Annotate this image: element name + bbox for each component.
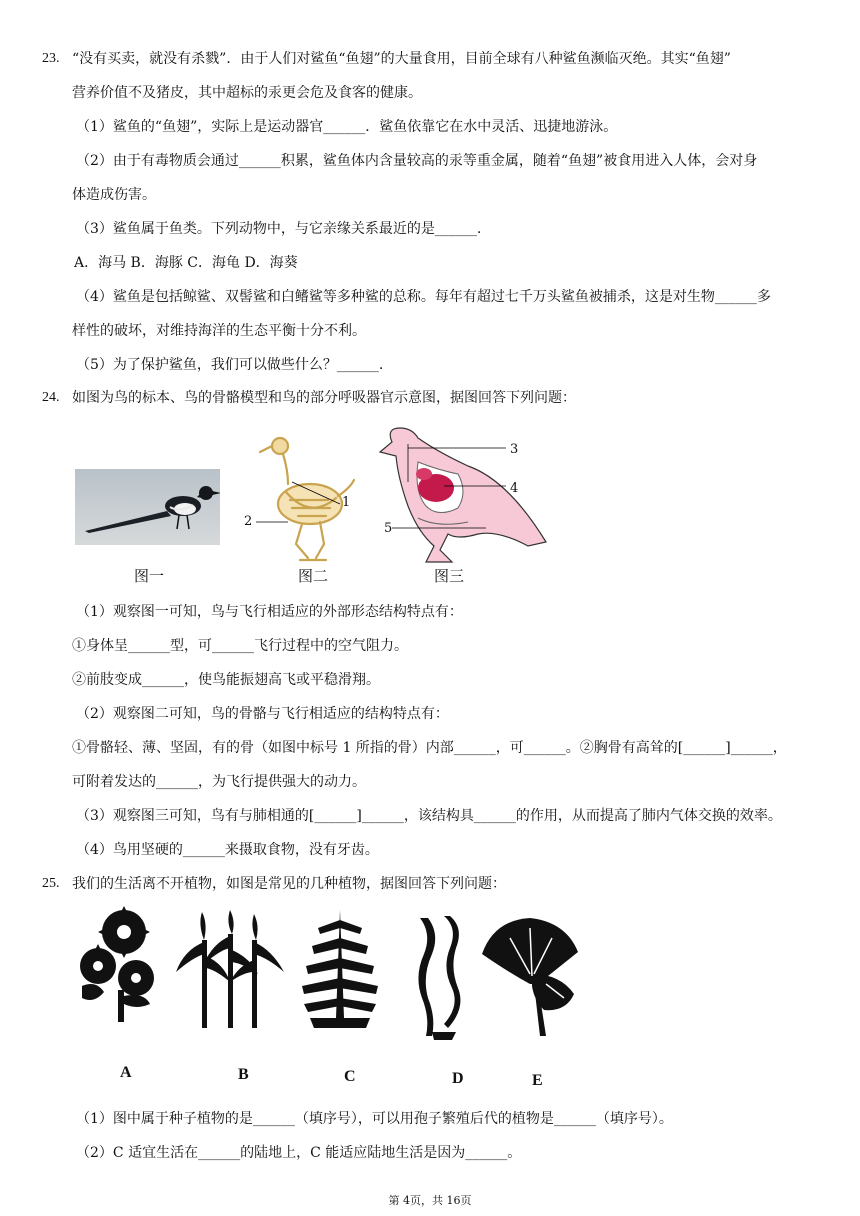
plant-label-e: E xyxy=(532,1072,543,1089)
q24-intro: 如图为鸟的标本、鸟的骨骼模型和鸟的部分呼吸器官示意图，据图回答下列问题： xyxy=(72,390,576,406)
plant-d-seaweed-figure xyxy=(404,914,470,1042)
fig3-label-4: 4 xyxy=(510,481,519,496)
fig3-label-5: 5 xyxy=(384,521,393,536)
fig2-caption: 图二 xyxy=(298,567,329,585)
page-footer: 第 4页，共 16页 xyxy=(388,1194,472,1207)
fig2-label-1: 1 xyxy=(342,495,351,510)
q24-part2a: ①骨骼轻、薄、坚固，有的骨（如图中标号 1 所指的骨）内部______，可______。②胸骨有高耸的[______]______， xyxy=(72,740,787,756)
q24-part4: （4）鸟用坚硬的______来摄取食物，没有牙齿。 xyxy=(76,842,379,858)
q24-number: 24. xyxy=(42,390,60,405)
plant-e-ginkgo-figure xyxy=(474,914,580,1038)
q23-number: 23. xyxy=(42,51,60,66)
fig3-caption: 图三 xyxy=(434,567,465,585)
q24-part2: （2）观察图二可知，鸟的骨骼与飞行相适应的结构特点有： xyxy=(76,706,449,722)
q24-part1: （1）观察图一可知，鸟与飞行相适应的外部形态结构特点有： xyxy=(76,604,463,620)
q23-options: A．海马 B．海豚 C．海龟 D．海葵 xyxy=(74,255,298,271)
q23-part4b: 样性的破坏，对维持海洋的生态平衡十分不利。 xyxy=(72,323,366,339)
q25-number: 25. xyxy=(42,876,60,891)
fig3-label-3: 3 xyxy=(510,442,519,457)
q23-part2a: （2）由于有毒物质会通过______积累，鲨鱼体内含量较高的汞等重金属，随着“鱼翅”被食用进入人体，会对身 xyxy=(76,153,758,169)
plant-label-a: A xyxy=(120,1064,132,1081)
q23-line1: “没有买卖，就没有杀戮”．由于人们对鲨鱼“鱼翅”的大量食用，目前全球有八种鲨鱼濒临灭绝。其实“鱼翅” xyxy=(72,51,731,67)
q24-part1a: ①身体呈______型，可______飞行过程中的空气阻力。 xyxy=(72,638,408,654)
q23-part1: （1）鲨鱼的“鱼翅”，实际上是运动器官______．鲨鱼依靠它在水中灵活、迅捷地游泳。 xyxy=(76,119,618,135)
plant-a-sunflower-figure xyxy=(74,904,170,1024)
magpie-photo xyxy=(75,469,220,545)
q23-part4a: （4）鲨鱼是包括鲸鲨、双髻鲨和白鳍鲨等多种鲨的总称。每年有超过七千万头鲨鱼被捕杀，这是对生物______多 xyxy=(76,289,771,305)
q23-line2: 营养价值不及猪皮，其中超标的汞更会危及食客的健康。 xyxy=(72,85,422,101)
q24-part3: （3）观察图三可知，鸟有与肺相通的[______]______，该结构具______的作用，从而提高了肺内气体交换的效率。 xyxy=(76,808,782,824)
q24-part2b: 可附着发达的______，为飞行提供强大的动力。 xyxy=(72,774,366,790)
plant-label-d: D xyxy=(452,1070,464,1087)
plant-b-wheat-figure xyxy=(174,910,286,1028)
q25-part2: （2）C 适宜生活在______的陆地上，C 能适应陆地生活是因为______。 xyxy=(76,1145,522,1161)
q25-intro: 我们的生活离不开植物，如图是常见的几种植物，据图回答下列问题： xyxy=(72,876,506,892)
q25-part1: （1）图中属于种子植物的是______（填序号），可以用孢子繁殖后代的植物是______（填序号）。 xyxy=(76,1111,673,1127)
plant-label-b: B xyxy=(238,1066,249,1083)
q23-part5: （5）为了保护鲨鱼，我们可以做些什么？______. xyxy=(76,357,384,373)
plant-c-fern-figure xyxy=(290,908,390,1032)
q23-part2b: 体造成伤害。 xyxy=(72,187,156,203)
q23-part3: （3）鲨鱼属于鱼类。下列动物中，与它亲缘关系最近的是______. xyxy=(76,221,482,237)
bird-respiratory-diagram xyxy=(378,422,558,568)
plant-label-c: C xyxy=(344,1068,356,1085)
fig1-caption: 图一 xyxy=(134,567,165,585)
q24-part1b: ②前肢变成______，使鸟能振翅高飞或平稳滑翔。 xyxy=(72,672,380,688)
fig2-label-2: 2 xyxy=(244,514,253,529)
